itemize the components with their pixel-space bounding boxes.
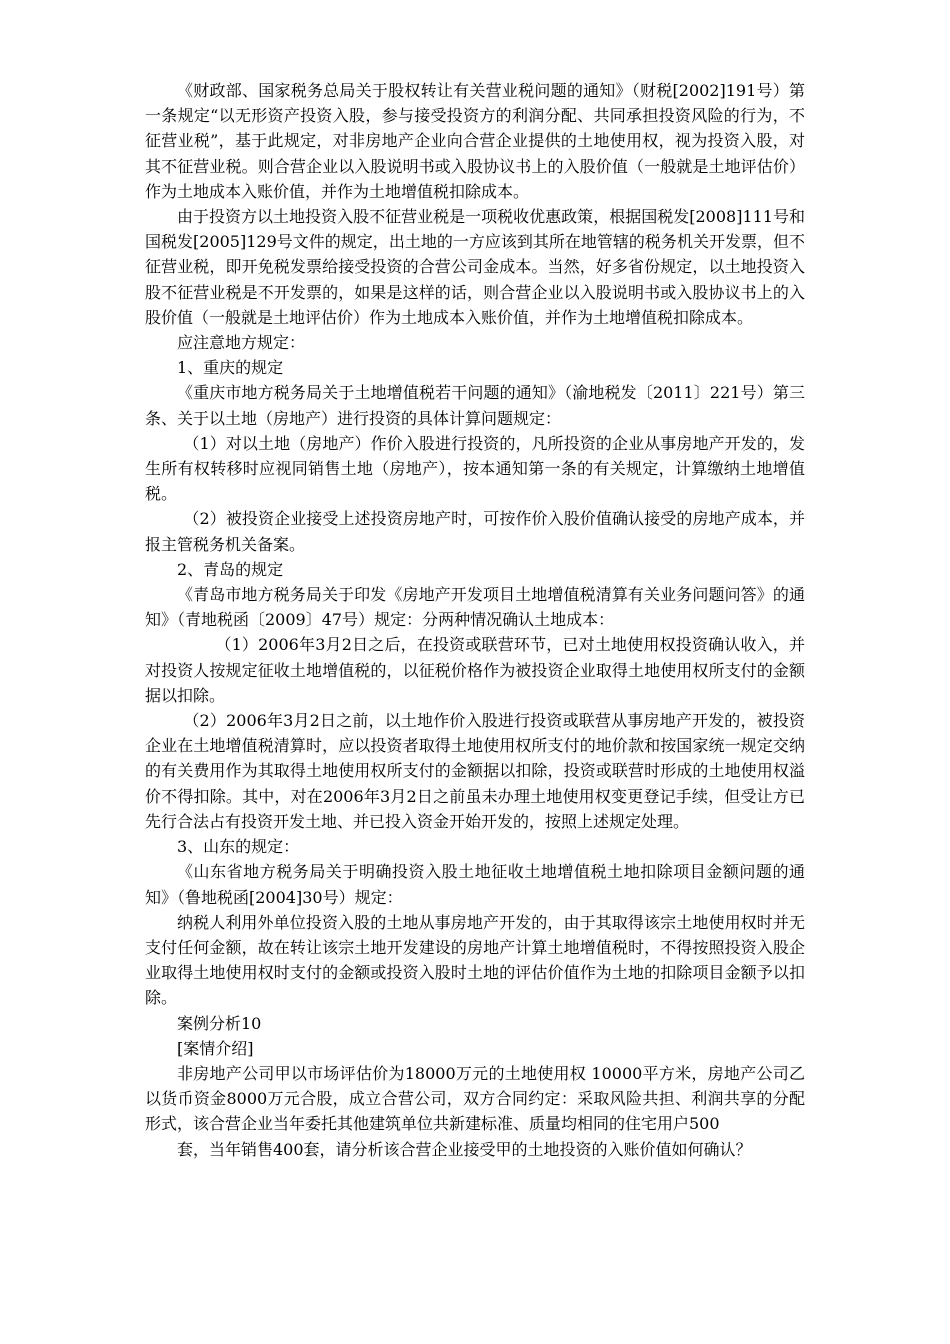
heading-chongqing: 1、重庆的规定 [177, 358, 284, 378]
paragraph-case-question: 套，当年销售400套，请分析该合营企业接受甲的土地投资的入账价值如何确认？ [177, 1139, 752, 1159]
heading-shandong: 3、山东的规定： [177, 837, 300, 857]
paragraph-tax-incentive: 由于投资方以土地投资入股不征营业税是一项税收优惠政策，根据国税发[2008]111号和国税发[2005]129号文件的规定，出土地的一方应该到其所在地管辖的税务机关开发票，但不征营业税，即开免税发票给接受投资的合营公司金成本。当然，好多省份规定，以土地投资入股不征营业税是不开发票的，如果是这样的话，则合营企业以入股说明书或入股协议书上的入股价值（一般就是土地评估价）作为土地成本入账价值，并作为土地增值税扣除成本。 [145, 207, 805, 327]
paragraph-qingdao-item-1: （1）2006年3月2日之后，在投资或联营环节，已对土地使用权投资确认收入，并对投资人按规定征收土地增值税的，以征税价格作为被投资企业取得土地使用权所支付的金额据以扣除。 [145, 635, 805, 705]
paragraph-qingdao-item-2: （2）2006年3月2日之前，以土地作价入股进行投资或联营从事房地产开发的，被投资企业在土地增值税清算时，应以投资者取得土地使用权所支付的地价款和按国家统一规定交纳的有关费用作为其取得土地使用权所支付的金额据以扣除，投资或联营时形成的土地使用权溢价不得扣除。其中，对在2006年3月2日之前虽未办理土地使用权变更登记手续，但受让方已先行合法占有投资开发土地、并已投入资金开始开发的，按照上述规定处理。 [145, 711, 805, 831]
paragraph-shandong-rule: 纳税人利用外单位投资入股的土地从事房地产开发的，由于其取得该宗土地使用权时并无支付任何金额，故在转让该宗土地开发建设的房地产计算土地增值税时，不得按照投资入股企业取得土地使用权时支付的金额或投资入股时土地的评估价值作为土地的扣除项目金额予以扣除。 [145, 912, 805, 1008]
paragraph-caishui-notice: 《财政部、国家税务总局关于股权转让有关营业税问题的通知》（财税[2002]191号）第一条规定“以无形资产投资入股，参与接受投资方的利润分配、共同承担投资风险的行为，不征营业税”，基于此规定，对非房地产企业向合营企业提供的土地使用权，视为投资入股，对其不征营业税。则合营企业以入股说明书或入股协议书上的入股价值（一般就是土地评估价）作为土地成本入账价值，并作为土地增值税扣除成本。 [145, 81, 805, 201]
document-body [145, 78, 805, 1162]
heading-case-analysis: 案例分析10 [177, 1013, 262, 1033]
heading-case-intro: [案情介绍] [177, 1038, 254, 1058]
paragraph-shandong-notice: 《山东省地方税务局关于明确投资入股土地征收土地增值税土地扣除项目金额问题的通知》（鲁地税函[2004]30号）规定： [145, 862, 805, 907]
paragraph-chongqing-notice: 《重庆市地方税务局关于土地增值税若干问题的通知》（渝地税发〔2011〕221号）第三条、关于以土地（房地产）进行投资的具体计算问题规定： [145, 383, 805, 428]
paragraph-local-rules-heading: 应注意地方规定： [177, 333, 306, 353]
paragraph-chongqing-item-1: （1）对以土地（房地产）作价入股进行投资的，凡所投资的企业从事房地产开发的，发生所有权转移时应视同销售土地（房地产），按本通知第一条的有关规定，计算缴纳土地增值税。 [145, 433, 805, 504]
paragraph-case-body: 非房地产公司甲以市场评估价为18000万元的土地使用权 10000平方米，房地产公司乙以货币资金8000万元合股，成立合营公司，双方合同约定：采取风险共担、利润共享的分配形式，该合营企业当年委托其他建筑单位共新建标准、质量均相同的住宅用户500 [145, 1063, 805, 1134]
paragraph-qingdao-notice: 《青岛市地方税务局关于印发《房地产开发项目土地增值税清算有关业务问题问答》的通知》（青地税函〔2009〕47号）规定：分两种情况确认土地成本： [145, 585, 805, 630]
paragraph-chongqing-item-2: （2）被投资企业接受上述投资房地产时，可按作价入股价值确认接受的房地产成本，并报主管税务机关备案。 [145, 509, 805, 554]
heading-qingdao: 2、青岛的规定 [177, 559, 284, 579]
